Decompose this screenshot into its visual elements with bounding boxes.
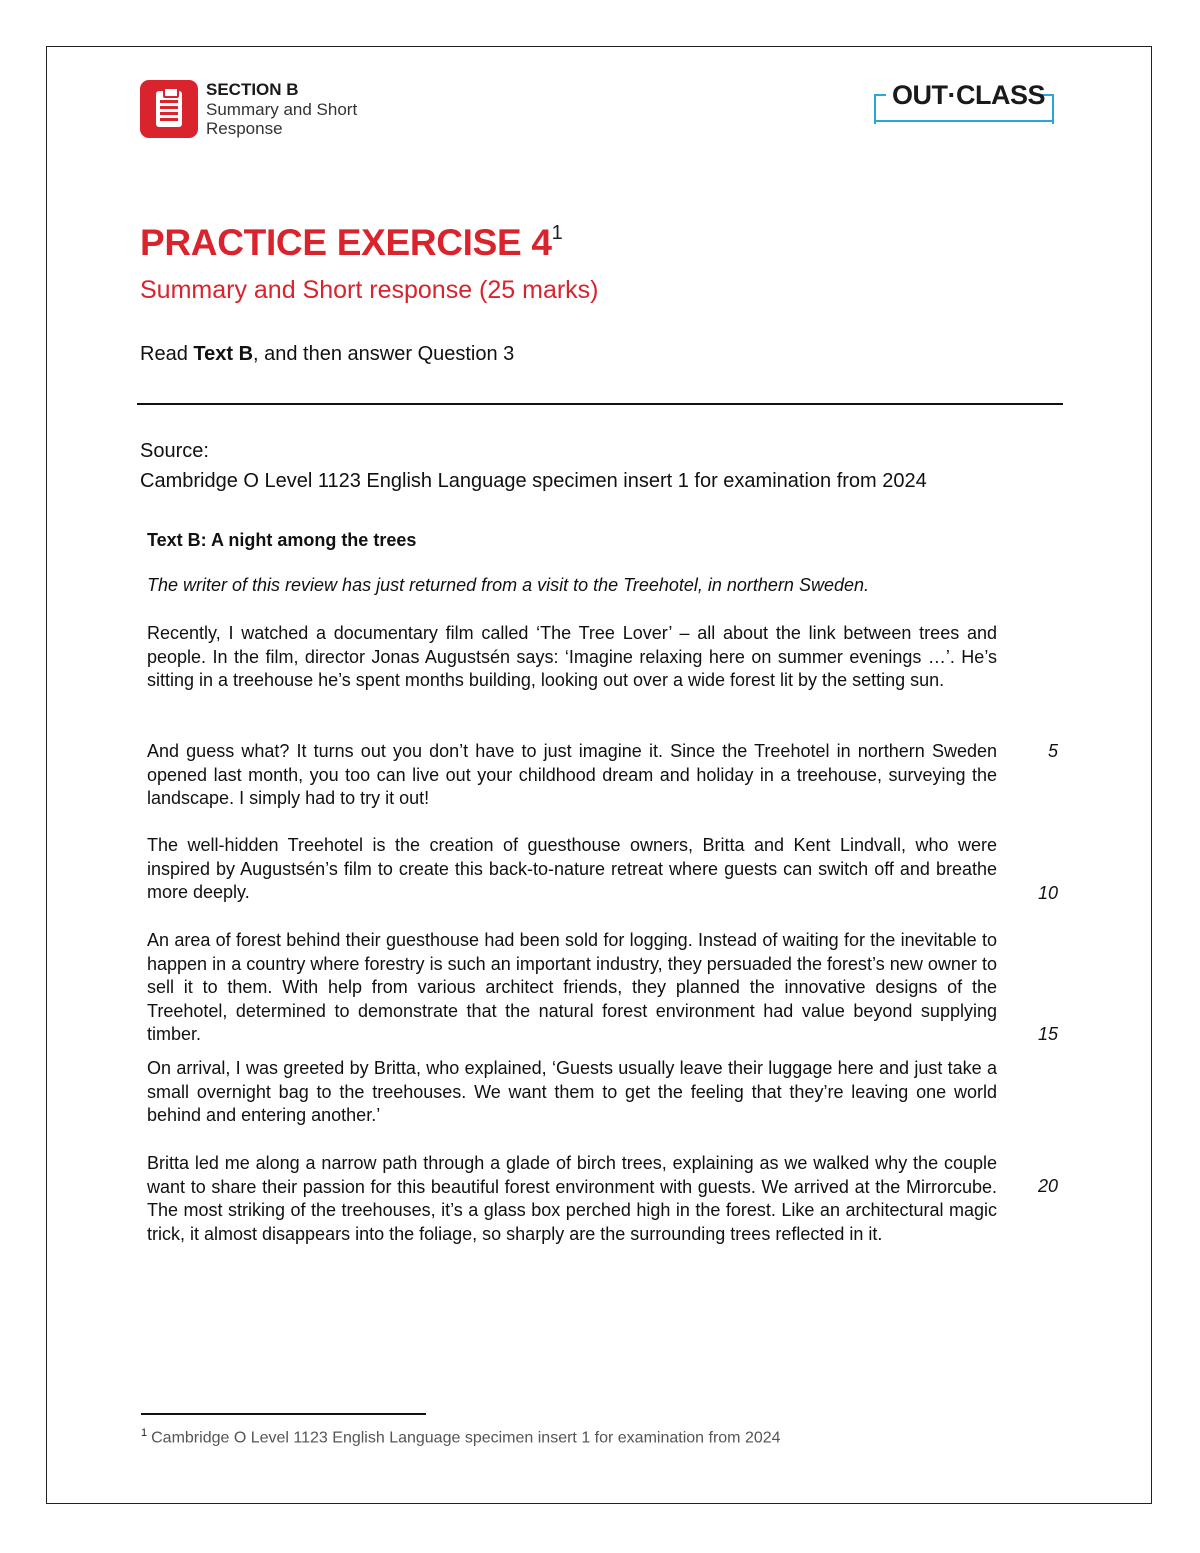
outclass-logo [872,80,1056,124]
section-subtitle-line2: Response [206,119,283,138]
paragraph-2: And guess what? It turns out you don’t have to just imagine it. Since the Treehotel in northern Sweden opened last month, you too can live out your childhood dream and holiday in a treehouse, surveying the landscape. I simply had to try it out! [147,741,997,809]
exercise-title-text: PRACTICE EXERCISE 4 [140,222,552,263]
source-text: Cambridge O Level 1123 English Language specimen insert 1 for examination from 2024 [140,470,927,492]
section-header [140,80,357,138]
footnote-number: 1 [141,1427,148,1439]
line-number: 10 [1037,883,1058,903]
section-label: SECTION B [206,80,299,99]
brand-name: OUT·CLASS [892,80,1045,110]
title-footnote-ref: 1 [551,222,563,244]
text-b-intro: The writer of this review has just returned from a visit to the Treehotel, in northern Sweden. [147,575,869,595]
paragraph-3: The well-hidden Treehotel is the creation of guesthouse owners, Britta and Kent Lindvall, who were inspired by Augustsén’s film to create this back-to-nature retreat where guests can switch off and breathe more deeply. [147,835,997,903]
paragraph-1: Recently, I watched a documentary film called ‘The Tree Lover’ – all about the link between trees and people. In the film, director Jonas Augustsén says: ‘Imagine relaxing here on summer evenings …’. He’s sitting in a treehouse he’s spent months building, looking out over a wide forest lit by the setting sun. [147,623,997,691]
divider [137,403,1063,405]
instruction [140,343,514,366]
instruction-prefix: Read [140,343,194,365]
instruction-suffix: , and then answer Question 3 [253,343,515,365]
footnote-text: Cambridge O Level 1123 English Language specimen insert 1 for examination from 2024 [151,1429,781,1447]
exercise-title [140,222,563,264]
instruction-bold: Text B [193,343,254,365]
paragraph-5: On arrival, I was greeted by Britta, who explained, ‘Guests usually leave their luggage here and just take a small overnight bag to the treehouses. We want them to get the feeling that they’re leaving one world behind and entering another.’ [147,1058,997,1126]
text-b-title: Text B: A night among the trees [147,530,417,550]
line-number: 15 [1037,1024,1058,1044]
paragraph-6: Britta led me along a narrow path through a glade of birch trees, explaining as we walked why the couple want to share their passion for this beautiful forest environment with guests. We arrived at the Mirrorcube. The most striking of the treehouses, it’s a glass box perched high in the forest. Like an architectural magic trick, it almost disappears into the foliage, so sharply are the surrounding trees reflected in it. [147,1153,997,1244]
exercise-subtitle: Summary and Short response (25 marks) [140,276,599,304]
line-number: 20 [1037,1176,1058,1196]
line-number: 5 [1047,741,1058,761]
paragraph-4: An area of forest behind their guesthouse had been sold for logging. Instead of waiting for the inevitable to happen in a country where forestry is such an important industry, they persuaded the forest’s new owner to sell it to them. With help from various architect friends, they planned the innovative designs of the Treehotel, determined to demonstrate that the natural forest environment had value beyond supplying timber. [147,930,997,1045]
clipboard-icon [140,80,198,138]
footnote [141,1427,781,1447]
section-subtitle-line1: Summary and Short [206,100,358,119]
footnote-divider [141,1413,426,1415]
source-label: Source: [140,440,209,462]
